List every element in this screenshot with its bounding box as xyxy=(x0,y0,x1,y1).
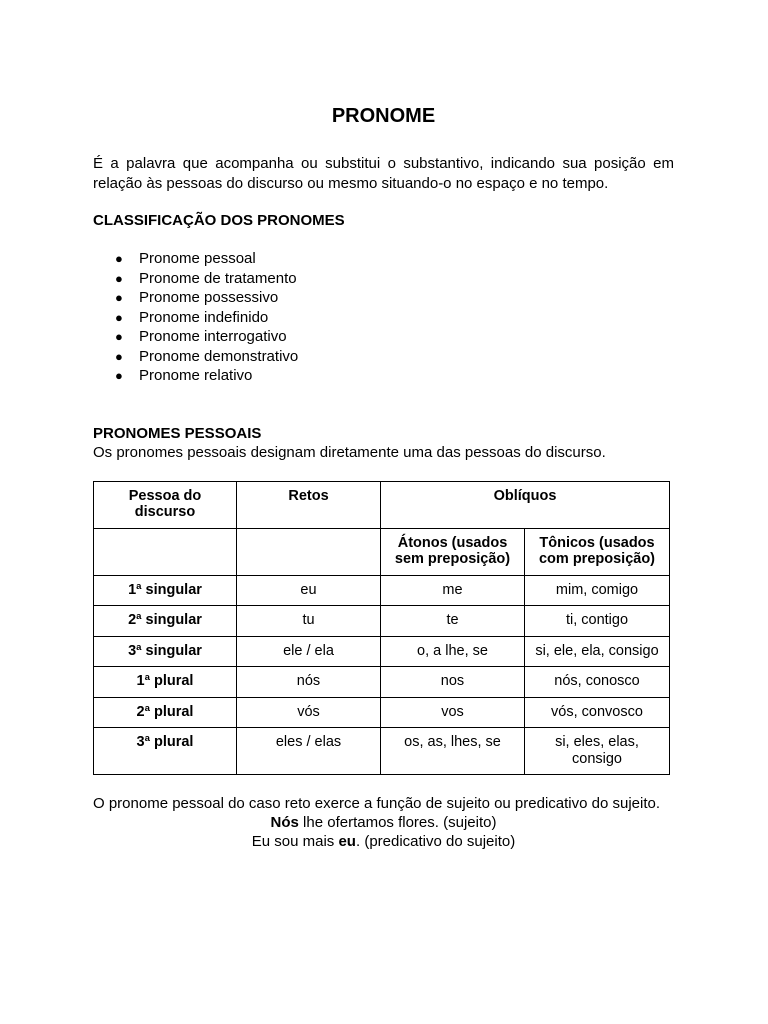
list-item xyxy=(93,269,674,289)
header-person: Pessoa do discurso xyxy=(94,481,237,528)
bullet-icon: ● xyxy=(115,290,123,305)
cell-reto: eles / elas xyxy=(237,728,381,775)
table-row xyxy=(94,697,670,728)
table-subheader-row xyxy=(94,528,670,575)
example-text-before: Eu sou mais xyxy=(251,833,339,850)
header-atonos: Átonos (usados sem preposição) xyxy=(381,528,525,575)
cell-person: 3ª singular xyxy=(94,636,237,667)
list-item xyxy=(93,327,674,347)
page-title: PRONOME xyxy=(331,105,436,127)
list-item xyxy=(93,347,674,367)
cell-atono: nos xyxy=(381,667,525,698)
cell-reto: vós xyxy=(237,697,381,728)
header-empty-cell xyxy=(237,528,381,575)
cell-person: 3ª plural xyxy=(94,728,237,775)
list-item-label: Pronome de tratamento xyxy=(139,269,297,287)
cell-tonico: si, eles, elas, consigo xyxy=(525,728,670,775)
pronoun-table xyxy=(93,481,670,776)
cell-atono: me xyxy=(381,575,525,606)
table-row xyxy=(94,636,670,667)
list-item-label: Pronome possessivo xyxy=(139,289,279,306)
cell-reto: eu xyxy=(237,575,381,606)
list-item xyxy=(93,288,674,308)
bullet-icon: ● xyxy=(115,368,123,383)
example-line xyxy=(93,832,674,851)
list-item-label: Pronome demonstrativo xyxy=(139,347,299,365)
table-row xyxy=(94,606,670,637)
outro-paragraph: O pronome pessoal do caso reto exerce a função de sujeito ou predicativo do sujeito. xyxy=(93,795,661,812)
list-item xyxy=(93,249,674,269)
list-item xyxy=(93,308,674,328)
header-tonicos: Tônicos (usados com preposição) xyxy=(525,528,670,575)
table-header-row xyxy=(94,481,670,528)
cell-reto: nós xyxy=(237,667,381,698)
table-row xyxy=(94,667,670,698)
list-item-label: Pronome pessoal xyxy=(139,250,256,267)
example-text-after: . (predicativo do sujeito) xyxy=(355,833,516,850)
classification-list xyxy=(93,249,674,386)
cell-tonico: mim, comigo xyxy=(525,575,670,606)
cell-person: 2ª singular xyxy=(94,606,237,637)
personal-pronouns-description: Os pronomes pessoais designam diretamente uma das pessoas do discurso. xyxy=(93,443,606,461)
cell-reto: tu xyxy=(237,606,381,637)
cell-tonico: vós, convosco xyxy=(525,697,670,728)
cell-tonico: nós, conosco xyxy=(525,667,670,698)
bullet-icon: ● xyxy=(115,270,123,286)
cell-atono: te xyxy=(381,606,525,637)
cell-reto: ele / ela xyxy=(237,636,381,667)
header-retos: Retos xyxy=(237,481,381,528)
example-text-after: lhe ofertamos flores. (sujeito) xyxy=(298,814,497,831)
table-row xyxy=(94,575,670,606)
list-item-label: Pronome relativo xyxy=(139,367,253,384)
classification-heading: CLASSIFICAÇÃO DOS PRONOMES xyxy=(93,212,345,229)
intro-paragraph: É a palavra que acompanha ou substitui o substantivo, indicando sua posição em relação às pessoas do discurso ou mesmo situando-o no espaço e no tempo. xyxy=(93,155,674,192)
document-page xyxy=(93,100,674,851)
cell-atono: vos xyxy=(381,697,525,728)
bullet-icon: ● xyxy=(115,309,123,325)
cell-atono: os, as, lhes, se xyxy=(381,728,525,775)
example-line xyxy=(93,813,674,832)
cell-tonico: ti, contigo xyxy=(525,606,670,637)
list-item-label: Pronome interrogativo xyxy=(139,328,287,345)
bullet-icon: ● xyxy=(115,329,123,344)
header-obliquos: Oblíquos xyxy=(381,481,670,528)
list-item-label: Pronome indefinido xyxy=(139,308,269,326)
example-bold-word: eu xyxy=(338,833,356,850)
personal-pronouns-heading: PRONOMES PESSOAIS xyxy=(93,424,262,442)
cell-person: 1ª plural xyxy=(94,667,237,698)
cell-person: 1ª singular xyxy=(94,575,237,606)
list-item xyxy=(93,366,674,386)
cell-tonico: si, ele, ela, consigo xyxy=(525,636,670,667)
header-empty-cell xyxy=(94,528,237,575)
bullet-icon: ● xyxy=(115,251,123,266)
cell-atono: o, a lhe, se xyxy=(381,636,525,667)
bullet-icon: ● xyxy=(115,348,123,364)
table-row xyxy=(94,728,670,775)
example-bold-word: Nós xyxy=(270,814,299,831)
cell-person: 2ª plural xyxy=(94,697,237,728)
